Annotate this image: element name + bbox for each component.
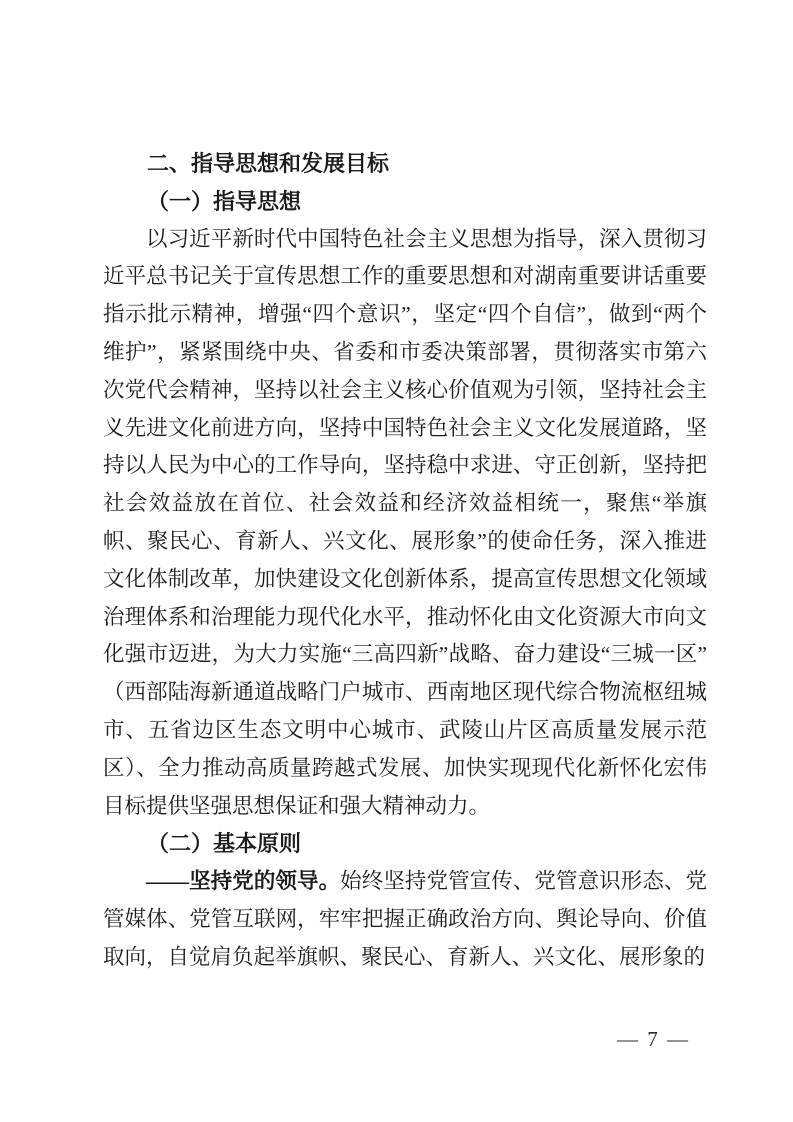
section-heading: 二、指导思想和发展目标: [147, 151, 390, 176]
paragraph-guiding-ideology: 以习近平新时代中国特色社会主义思想为指导，深入贯彻习近平总书记关于宣传思想工作的重要思想和对湖南重要讲话重要指示批示精神，增强“四个意识”，坚定“四个自信”，做到“两个维护”，紧紧围绕中央、省委和市委决策部署，贯彻落实市第六次党代会精神，坚持以社会主义核心价值观为引领，坚持社会主义先进文化前进方向，坚持中国特色社会主义文化发展道路，坚持以人民为中心的工作导向，坚持稳中求进、守正创新，坚持把社会效益放在首位、社会效益和经济效益相统一，聚焦“举旗帜、聚民心、育新人、兴文化、展形象”的使命任务，深入推进文化体制改革，加快建设文化创新体系，提高宣传思想文化领域治理体系和治理能力现代化水平，推动怀化由文化资源大市向文化强市迈进，为大力实施“三高四新”战略、奋力建设“三城一区”（西部陆海新通道战略门户城市、西南地区现代综合物流枢纽城市、五省边区生态文明中心城市、武陵山片区高质量发展示范区）、全力推动高质量跨越式发展、加快实现现代化新怀化宏伟目标提供坚强思想保证和强大精神动力。: [103, 226, 707, 818]
document-body: [103, 145, 707, 977]
page-number: — 7 —: [617, 1027, 690, 1051]
subsection-heading-guiding-ideology: （一）指导思想: [147, 188, 302, 214]
page-footer: [588, 1000, 690, 1078]
principle-body-text: 始终坚持党管宣传、党管意识形态、党管媒体、党管互联网，牢牢把握正确政治方向、舆论导向、价值取向，自觉肩负起举旗帜、聚民心、育新人、兴文化、展形象的: [103, 869, 707, 969]
principle-lead-bold: ——坚持党的领导。: [146, 869, 341, 894]
paragraph-party-leadership: [103, 863, 707, 976]
subsection-heading-basic-principles: （二）基本原则: [147, 831, 302, 857]
